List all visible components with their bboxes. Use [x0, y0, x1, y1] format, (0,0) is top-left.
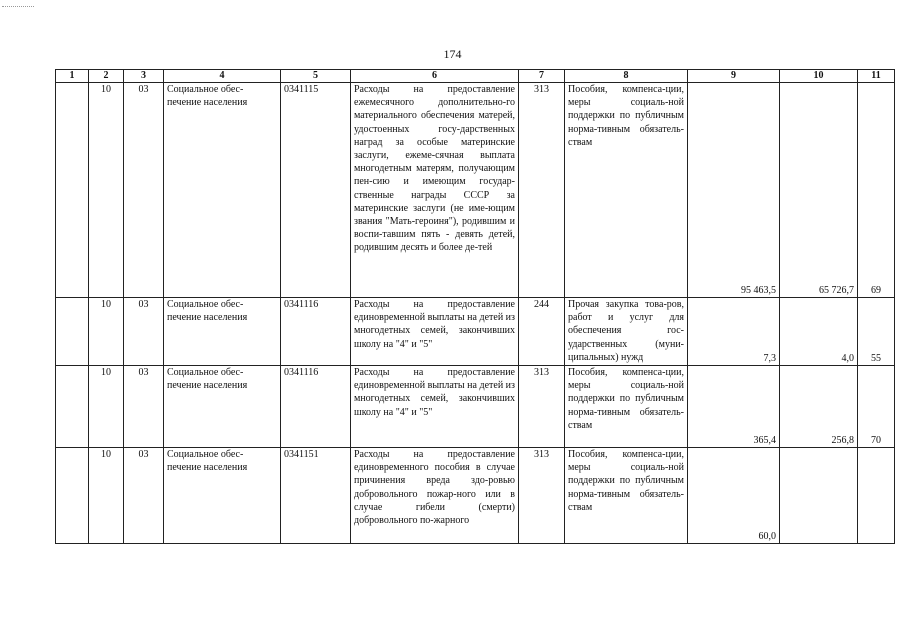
- cell-amount-col10: 256,8: [780, 366, 858, 448]
- cell-section: 10: [89, 83, 124, 298]
- budget-table: [55, 69, 895, 544]
- cell-amount-col9: 60,0: [688, 448, 780, 544]
- header-col-2: 2: [89, 70, 124, 83]
- cell-col-11: 70: [858, 366, 895, 448]
- table-header-row: [56, 70, 895, 83]
- header-col-3: 3: [124, 70, 164, 83]
- cell-expense-type-name: Пособия, компенса-ции, меры социаль-ной поддержки по публичным норма-тивным обязатель-ствам: [565, 83, 688, 298]
- cell-col-11: 69: [858, 83, 895, 298]
- table-row: [56, 448, 895, 544]
- cell-amount-col10: 65 726,7: [780, 83, 858, 298]
- cell-section-name: Социальное обес-печение населения: [164, 448, 281, 544]
- header-col-1: 1: [56, 70, 89, 83]
- cell-col-1: [56, 298, 89, 366]
- cell-target-code: 0341151: [281, 448, 351, 544]
- cell-section: 10: [89, 448, 124, 544]
- header-col-5: 5: [281, 70, 351, 83]
- table-row: [56, 298, 895, 366]
- cell-col-1: [56, 366, 89, 448]
- cell-subsection: 03: [124, 298, 164, 366]
- cell-subsection: 03: [124, 448, 164, 544]
- header-col-11: 11: [858, 70, 895, 83]
- cell-section-name: Социальное обес-печение населения: [164, 298, 281, 366]
- cell-target-code: 0341116: [281, 298, 351, 366]
- cell-expense-type-code: 313: [519, 448, 565, 544]
- cell-amount-col10: 4,0: [780, 298, 858, 366]
- cell-expense-description: Расходы на предоставление единовременной выплаты на детей из многодетных семей, закончивших школу на "4" и "5": [351, 298, 519, 366]
- cell-section-name: Социальное обес-печение населения: [164, 366, 281, 448]
- cell-subsection: 03: [124, 83, 164, 298]
- cell-expense-description: Расходы на предоставление ежемесячного дополнительно-го материального обеспечения матерей, удостоенных госу-дарственных наград за особые материнские заслуги, ежеме-сячная выплата многодетным матерям, получающим пен-сию и имеющим государ-ственные награды СССР за материнские заслуги (не име-ющим звания "Мать-героиня"), родившим и воспи-тавшим пять - девять детей, родившим десять и более де-тей: [351, 83, 519, 298]
- cell-amount-col9: 365,4: [688, 366, 780, 448]
- cell-subsection: 03: [124, 366, 164, 448]
- header-col-9: 9: [688, 70, 780, 83]
- cell-section-name: Социальное обес-печение населения: [164, 83, 281, 298]
- cell-expense-type-code: 313: [519, 83, 565, 298]
- cell-expense-type-code: 244: [519, 298, 565, 366]
- cell-col-1: [56, 448, 89, 544]
- header-col-8: 8: [565, 70, 688, 83]
- cell-target-code: 0341115: [281, 83, 351, 298]
- cell-amount-col10: [780, 448, 858, 544]
- cell-col-1: [56, 83, 89, 298]
- header-col-10: 10: [780, 70, 858, 83]
- table-row: [56, 366, 895, 448]
- cell-section: 10: [89, 298, 124, 366]
- page-number: 174: [443, 47, 462, 61]
- cell-col-11: 55: [858, 298, 895, 366]
- header-col-4: 4: [164, 70, 281, 83]
- cell-section: 10: [89, 366, 124, 448]
- header-col-6: 6: [351, 70, 519, 83]
- cell-expense-description: Расходы на предоставление единовременного пособия в случае причинения вреда здо-ровью добровольного пожар-ного или в случае гибели (смерти) добровольного по-жарного: [351, 448, 519, 544]
- header-col-7: 7: [519, 70, 565, 83]
- cell-col-11: [858, 448, 895, 544]
- cell-target-code: 0341116: [281, 366, 351, 448]
- table-row: [56, 83, 895, 298]
- cell-amount-col9: 7,3: [688, 298, 780, 366]
- cell-expense-description: Расходы на предоставление единовременной выплаты на детей из многодетных семей, закончивших школу на "4" и "5": [351, 366, 519, 448]
- scan-corner-mark: [2, 6, 34, 7]
- cell-amount-col9: 95 463,5: [688, 83, 780, 298]
- cell-expense-type-name: Прочая закупка това-ров, работ и услуг для обеспечения гос-ударственных (муни-ципальных) нужд: [565, 298, 688, 366]
- cell-expense-type-name: Пособия, компенса-ции, меры социаль-ной поддержки по публичным норма-тивным обязатель-ствам: [565, 366, 688, 448]
- cell-expense-type-name: Пособия, компенса-ции, меры социаль-ной поддержки по публичным норма-тивным обязатель-ствам: [565, 448, 688, 544]
- cell-expense-type-code: 313: [519, 366, 565, 448]
